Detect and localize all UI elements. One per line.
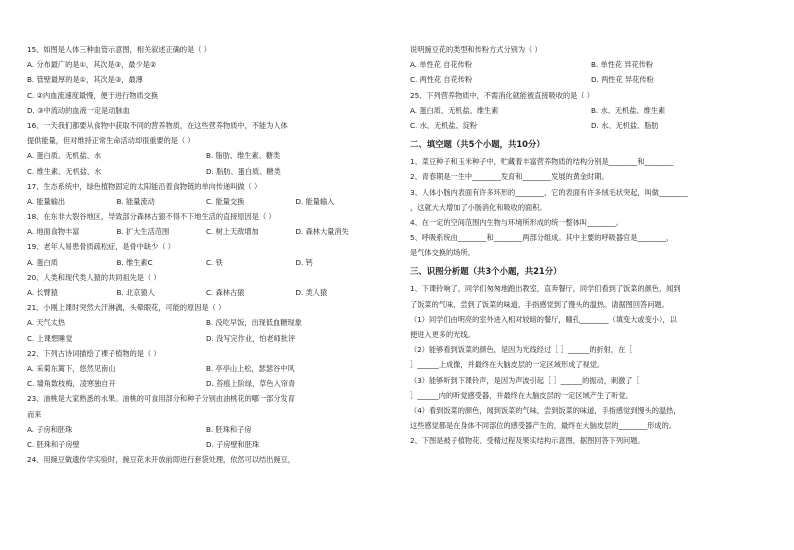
question-line: A. 分布最广的是①，其次是③，最少是② [27,60,157,70]
question-line: 3、人体小肠内表面有许多环形的________，它的表面有许多绒毛状突起，叫做________ [410,187,688,197]
answer-option: C. 上课想睡觉 [27,333,73,343]
answer-option: A. 能量输出 [27,196,66,206]
answer-option: D. 类人猿 [295,288,328,297]
answer-option: A. 地面食物丰富 [27,227,80,237]
answer-option: B. 胚珠和子房 [206,424,252,434]
answer-option: D. 水、无机盐、脂肪 [591,120,659,130]
right-column [410,42,772,449]
question-line: （4）看到饭菜的颜色，闻到饭菜的气味，尝到饭菜的味道，手指感觉到馒头的温热， [410,405,681,415]
question-line: ］______内的听觉感受器，并最终在大脑皮层的一定区域产生了听觉。 [410,390,633,400]
answer-option: D. 没写完作业，怕老师批评 [206,333,296,343]
answer-option: C. 两性花 自花传粉 [410,75,473,85]
question-line: 17、生态系统中，绿色植物固定的太阳能沿着食物链的单向传递叫做（ ） [27,181,262,191]
question-line: 2、下图是被子植物花、受精过程及果实结构示意图，据图回答下列问题。 [410,436,645,446]
answer-option: B. 水、无机盐、维生素 [591,105,666,115]
answer-option: B. 单性花 异花传粉 [591,60,654,70]
question-line: 21、小刚上课时突然大汗淋漓，头晕眼花，可能的原因是（ ） [27,303,226,313]
answer-option: B. 扩大生活范围 [116,227,170,237]
answer-option: A. 长臂猿 [27,288,58,297]
options-row [27,285,385,300]
answer-option: B. 北京猿人 [116,288,155,297]
question-line: 15、如图是人体三种血管示意图，相关叙述正确的是（ ） [27,45,211,54]
options-row [27,315,385,330]
question-line: 1、菜豆种子和玉米种子中，贮藏着丰富营养物质的结构分别是________和________ [410,157,674,167]
options-row [27,194,385,209]
question-line: ，这就大大增加了小肠消化和吸收的面积。 [410,202,547,212]
question-line: 是气体交换的场所。 [410,248,475,258]
question-line: 1、下课铃响了，同学们匆匆地跑出教室，直奔餐厅，同学们看到了饭菜的颜色，闻到 [410,284,681,294]
question-line: 25、下列营养物质中，不需消化就能被直接吸收的是（ ） [410,90,594,100]
answer-option: A. 蛋白质、无机盐、维生素 [410,105,499,115]
answer-option: C. 铁 [206,257,223,267]
options-row [27,437,385,452]
answer-option: A. 子房和胚珠 [27,424,73,434]
section-heading: 二、填空题（共5个小题，共10分） [410,139,545,150]
answer-option: C. 森林古猿 [206,288,245,297]
question-line: 18、在东非大裂谷地区，导致部分森林古猿不得不下地生活的直接原因是（ ） [27,212,276,222]
question-line: （1）同学们由明亮的室外进入相对较暗的餐厅，瞳孔________（填变大或变小），以 [410,314,677,324]
answer-option: B. 亭亭山上松，瑟瑟谷中风 [206,363,295,373]
answer-option: C. 墙角数枝梅，凌寒独自开 [27,379,116,389]
question-line: 了饭菜的气味，尝到了饭菜的味道，手指感觉到了馒头的温热。请据图回答问题。 [410,299,669,309]
question-line: B. 管壁最厚的是①，其次是③，最薄 [27,75,143,85]
question-line: 这些感觉都是在身体不同部位的感受器产生的，最终在大脑皮层的________形成的。 [410,421,676,431]
question-line: （3）能够听到下课铃声，是因为声波引起［ ］______的振动，刺激了［ [410,375,640,385]
answer-option: D. 森林大量消失 [295,227,349,237]
answer-option: D. 能量输入 [295,196,335,206]
options-row [410,72,772,87]
question-line: 提供能量，但对维持正常生命活动却很重要的是（ ） [27,136,195,146]
question-line: C. ②内血流速度最慢，便于进行物质交换 [27,90,159,100]
answer-option: B. 能量流动 [116,196,155,206]
question-line: 便进入更多的光线。 [410,330,475,339]
question-line: 说明豌豆花的类型和传粉方式分别为（ ） [410,45,542,54]
question-line: （2）能够看到饭菜的颜色，是因为光线经过［ ］______的折射，在［ [410,345,633,355]
answer-option: A. 采菊东篱下，悠然见南山 [27,363,116,373]
question-line: 而来 [27,409,42,419]
question-line: 2、青春期是一生中________发育和________发展的黄金时期。 [410,172,609,182]
answer-option: D. 苔痕上阶绿，草色入帘青 [206,379,296,389]
options-row [27,164,385,179]
question-line: 5、呼吸系统由________和________两部分组成。其中主要的呼吸器官是________， [410,233,674,243]
options-row [410,57,772,72]
answer-option: C. 胚珠和子房壁 [27,439,80,449]
options-row [27,255,385,270]
options-row [27,148,385,163]
answer-option: C. 水、无机盐、淀粉 [410,120,478,130]
question-line: 23、油桃是大家熟悉的水果。油桃的可食用部分和种子分别由油桃花的哪一部分发育 [27,394,295,404]
answer-option: C. 能量交换 [206,196,245,206]
section-heading: 三、识图分析题（共3个小题，共21分） [410,266,562,277]
question-line: 24、用豌豆做遗传学实验时，豌豆花未开放前即进行套袋处理，依然可以结出豌豆， [27,455,295,465]
options-row [27,361,385,376]
answer-option: D. 两性花 异花传粉 [591,75,654,85]
answer-option: A. 天气太热 [27,318,66,328]
question-line: 22、下列古诗词描绘了裸子植物的是（ ） [27,348,161,358]
answer-option: B. 维生素C [116,257,153,267]
options-row [410,118,772,133]
question-line: 16、一天我们都要从食物中获取不同的营养物质，在这些营养物质中，不能为人体 [27,120,288,130]
answer-option: D. 子房壁和胚珠 [206,439,260,449]
answer-option: A. 蛋白质、无机盐、水 [27,151,102,161]
options-row [27,376,385,391]
answer-option: D. 脂肪、蛋白质、糖类 [206,166,281,176]
question-line: D. ③中流动的血液一定是动脉血 [27,105,130,115]
answer-option: B. 没吃早饭，出现低血糖现象 [206,318,302,328]
answer-option: A. 蛋白质 [27,257,58,267]
options-row [410,103,772,118]
question-line: 4、在一定的空间范围内生物与环境所形成的统一整体叫________。 [410,217,624,227]
answer-option: A. 单性花 自花传粉 [410,60,472,70]
options-row [27,224,385,239]
options-row [27,331,385,346]
question-line: ］______上成像，并最终在大脑皮层的一定区域形成了视觉。 [410,360,605,370]
left-column [27,42,385,467]
answer-option: B. 脂肪、维生素、糖类 [206,151,281,161]
answer-option: C. 维生素、无机盐、水 [27,166,102,176]
answer-option: C. 树上天敌增加 [206,227,259,237]
options-row [27,422,385,437]
question-line: 19、老年人易患骨质疏松症，是骨中缺少（ ） [27,242,175,252]
question-line: 20、人类和现代类人猿的共同祖先是（ ） [27,272,161,282]
answer-option: D. 钙 [295,257,313,267]
